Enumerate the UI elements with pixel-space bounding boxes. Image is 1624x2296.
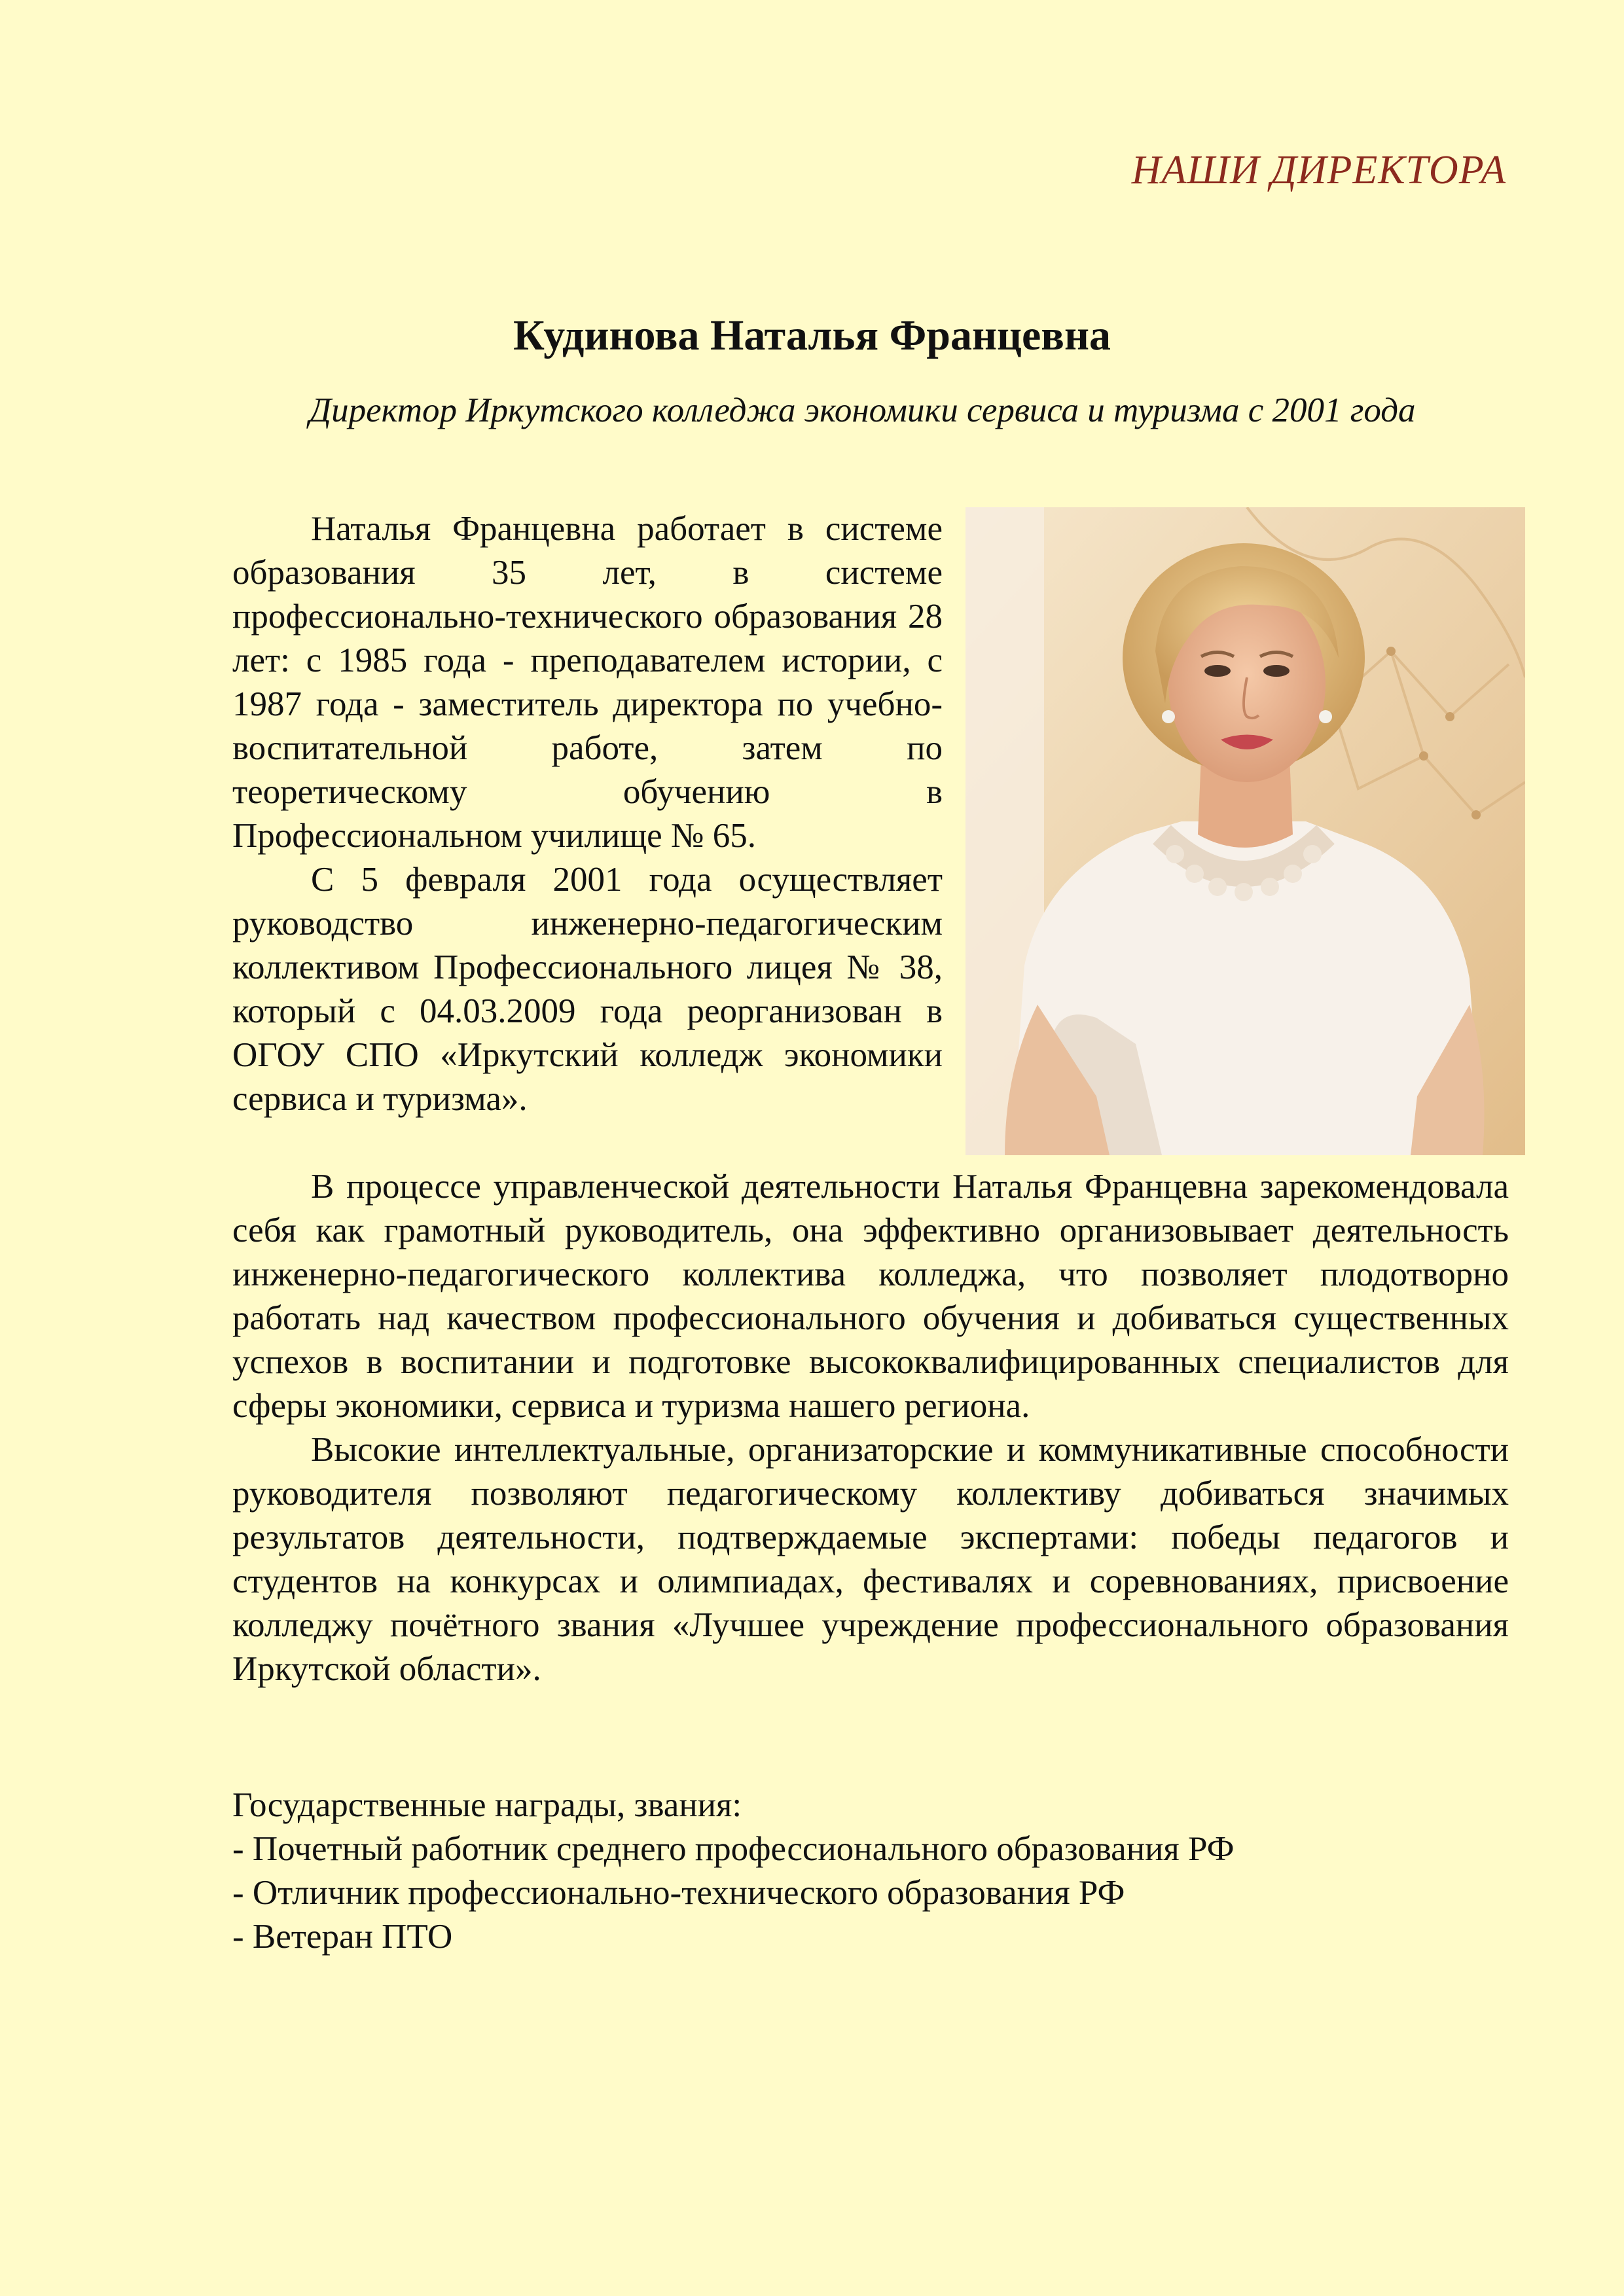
biography-intro <box>232 507 943 1121</box>
person-position: Директор Иркутского колледжа экономики сервиса и туризма с 2001 года <box>309 391 1416 429</box>
award-item: - Ветеран ПТО <box>232 1918 453 1956</box>
awards-heading: Государственные награды, звания: <box>232 1786 742 1824</box>
portrait-illustration <box>965 507 1525 1155</box>
award-item: - Почетный работник среднего профессионального образования РФ <box>232 1830 1235 1868</box>
bio-paragraph: С 5 февраля 2001 года осуществляет руководство инженерно-педагогическим коллективом Профессионального лицея № 38, который с 04.03.2009 года реорганизован в ОГОУ СПО «Иркутский колледж экономики сервиса и туризма». <box>232 861 943 1118</box>
awards-section <box>232 1784 1509 1959</box>
biography-main <box>232 1165 1509 1691</box>
section-header: НАШИ ДИРЕКТОРА <box>1131 148 1506 192</box>
bio-paragraph: Наталья Францевна работает в системе образования 35 лет, в системе профессионально-технического образования 28 лет: с 1985 года - преподавателем истории, с 1987 года - заместитель директора по учебно-воспитательной работе, затем по теоретическому обучению в Профессиональном училище № 65. <box>232 510 943 855</box>
person-name: Кудинова Наталья Францевна <box>513 312 1111 359</box>
bio-paragraph: Высокие интеллектуальные, организаторские и коммуникативные способности руководителя позволяют педагогическому коллективу добиваться значимых результатов деятельности, подтверждаемые экспертами: победы педагогов и студентов на конкурсах и олимпиадах, фестивалях и соревнованиях, присвоение колледжу почётного звания «Лучшее учреждение профессионального образования Иркутской области». <box>232 1431 1509 1688</box>
portrait-photo <box>965 507 1525 1155</box>
award-item: - Отличник профессионально-технического образования РФ <box>232 1874 1125 1912</box>
bio-paragraph: В процессе управленческой деятельности Наталья Францевна зарекомендовала себя как грамотный руководитель, она эффективно организовывает деятельность инженерно-педагогического коллектива колледжа, что позволяет плодотворно работать над качеством профессионального обучения и добиваться существенных успехов в воспитании и подготовке высококвалифицированных специалистов для сферы экономики, сервиса и туризма нашего региона. <box>232 1168 1509 1425</box>
